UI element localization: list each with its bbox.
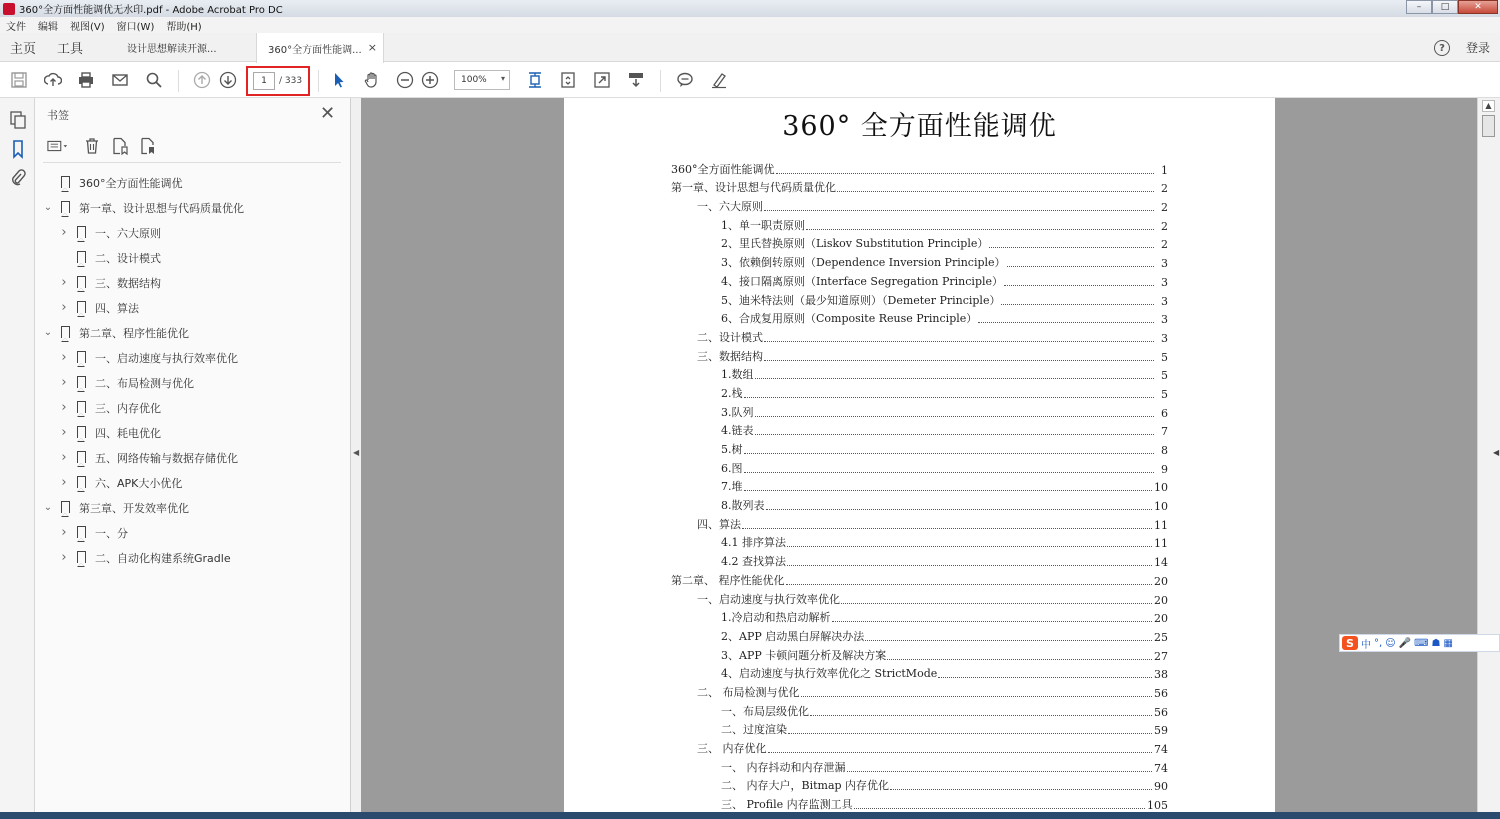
bookmark-icon <box>61 176 70 188</box>
bookmark-icon <box>77 376 86 388</box>
full-screen-icon[interactable] <box>593 71 611 89</box>
toc-entry[interactable] <box>671 681 1168 700</box>
toolbar-divider <box>660 70 661 92</box>
bookmark-label: 二、设计模式 <box>95 251 161 265</box>
bookmark-item[interactable] <box>35 445 351 470</box>
toc-entry-title: 4.2 查找算法 <box>721 555 786 569</box>
toc-leader-dots <box>832 621 1153 622</box>
bookmark-icon <box>77 451 86 463</box>
toc-entry[interactable] <box>671 756 1168 775</box>
toc-entry[interactable] <box>671 326 1168 345</box>
bookmark-label: 第二章、程序性能优化 <box>79 326 189 340</box>
toc-entry[interactable] <box>671 663 1168 682</box>
bookmark-item[interactable] <box>35 320 351 345</box>
toc-entry-title: 6、合成复用原则（Composite Reuse Principle） <box>721 312 978 326</box>
toc-leader-dots <box>742 528 1152 529</box>
bookmark-label: 一、六大原则 <box>95 226 161 240</box>
toc-entry-title: 一、 内存抖动和内存泄漏 <box>721 760 846 774</box>
collapse-panel-icon[interactable]: ◀ <box>353 448 360 457</box>
toc-entry-page: 105 <box>1147 799 1168 813</box>
toc-entry[interactable] <box>671 177 1168 196</box>
bookmark-item[interactable] <box>35 545 351 570</box>
toc-leader-dots <box>768 752 1153 753</box>
toc-entry-title: 第一章、设计思想与代码质量优化 <box>671 181 836 195</box>
toc-entry-page: 90 <box>1154 780 1168 794</box>
sogou-logo[interactable]: S <box>1342 636 1358 650</box>
toc-entry-title: 四、算法 <box>697 517 741 531</box>
toc-leader-dots <box>801 696 1153 697</box>
toc-entry-title: 1、单一职责原则 <box>721 218 805 232</box>
bookmark-icon <box>77 351 86 363</box>
toc-leader-dots <box>1004 285 1154 286</box>
toc-leader-dots <box>865 640 1152 641</box>
toc-leader-dots <box>744 453 1155 454</box>
toc-entry-title: 4、启动速度与执行效率优化之 StrictMode <box>721 667 938 681</box>
next-page-icon[interactable] <box>219 71 237 89</box>
bookmark-label: 四、耗电优化 <box>95 426 161 440</box>
toc-entry[interactable] <box>671 382 1168 401</box>
toolbar-divider <box>178 70 179 92</box>
toc-leader-dots <box>764 360 1154 361</box>
toc-entry-title: 2、里氏替换原则（Liskov Substitution Principle） <box>721 237 989 251</box>
bookmark-item[interactable] <box>35 295 351 320</box>
bookmark-item[interactable] <box>35 220 351 245</box>
close-panel-icon[interactable]: ✕ <box>320 103 336 124</box>
expand-right-panel-icon[interactable]: ◀ <box>1493 448 1500 457</box>
toc-entry-page: 3 <box>1161 331 1168 345</box>
toc-entry-title: 4、接口隔离原则（Interface Segregation Principle） <box>721 274 1004 288</box>
toc-entry-title: 三、 Profile 内存监测工具 <box>721 798 853 812</box>
toc-entry-title: 二、设计模式 <box>697 330 763 344</box>
bookmark-label: 三、内存优化 <box>95 401 161 415</box>
toc-entry-title: 2、APP 启动黑白屏解决办法 <box>721 629 865 643</box>
toc-leader-dots <box>890 789 1152 790</box>
bookmark-label: 四、算法 <box>95 301 139 315</box>
chevron-down-icon[interactable]: ⌄ <box>43 202 53 213</box>
rotate-view-icon[interactable] <box>559 71 577 89</box>
toc-leader-dots <box>787 546 1152 547</box>
toc-entry-title: 二、过度渲染 <box>721 723 787 737</box>
bookmark-icon <box>77 551 86 563</box>
toc-entry[interactable] <box>671 644 1168 663</box>
toc-entry[interactable] <box>671 195 1168 214</box>
bookmark-label: 三、数据结构 <box>95 276 161 290</box>
page-total: / 333 <box>279 76 303 86</box>
toc-leader-dots <box>810 715 1152 716</box>
bookmark-icon <box>77 476 86 488</box>
bookmark-icon <box>77 401 86 413</box>
bookmark-icon <box>77 251 86 263</box>
toc-entry[interactable] <box>671 251 1168 270</box>
highlight-pen-icon[interactable] <box>710 71 728 89</box>
toc-entry[interactable] <box>671 513 1168 532</box>
toc-leader-dots <box>989 247 1154 248</box>
bookmark-item[interactable] <box>35 420 351 445</box>
bookmark-item[interactable] <box>35 470 351 495</box>
tab-tools[interactable]: 工具 <box>57 42 84 57</box>
toc-entry-title: 4.1 排序算法 <box>721 536 786 550</box>
toc-entry[interactable] <box>671 438 1168 457</box>
toc-entry-page: 3 <box>1161 294 1168 308</box>
toc-entry-page: 2 <box>1161 238 1168 252</box>
toc-leader-dots <box>887 659 1152 660</box>
cloud-upload-icon[interactable] <box>44 71 62 89</box>
bookmark-icon <box>77 276 86 288</box>
delete-bookmark-icon[interactable] <box>81 136 103 156</box>
chevron-right-icon[interactable]: › <box>61 275 67 290</box>
toc-entry-page: 3 <box>1161 257 1168 271</box>
toc-entry[interactable] <box>671 476 1168 495</box>
toc-entry-title: 3、依赖倒转原则（Dependence Inversion Principle） <box>721 256 1006 270</box>
toc-entry[interactable] <box>671 270 1168 289</box>
toc-entry-page: 27 <box>1154 649 1168 663</box>
toc-leader-dots <box>806 229 1154 230</box>
new-bookmark-icon[interactable] <box>109 136 131 156</box>
toc-entry-title: 7.堆 <box>721 480 743 494</box>
toc-entry[interactable] <box>671 569 1168 588</box>
toc-entry-page: 5 <box>1161 350 1168 364</box>
toc-entry[interactable] <box>671 457 1168 476</box>
toc-entry-page: 20 <box>1154 574 1168 588</box>
toc-leader-dots <box>755 416 1155 417</box>
toc-entry-title: 8.散列表 <box>721 499 765 513</box>
toc-leader-dots <box>755 434 1155 435</box>
bookmark-item[interactable] <box>35 345 351 370</box>
toc-entry-page: 25 <box>1154 630 1168 644</box>
toc-entry-page: 6 <box>1161 406 1168 420</box>
bookmark-icon <box>61 201 70 213</box>
toc-leader-dots <box>766 509 1153 510</box>
chevron-down-icon[interactable]: ⌄ <box>43 327 53 338</box>
toc-entry-title: 360°全方面性能调优 <box>671 162 775 176</box>
toc-leader-dots <box>938 677 1152 678</box>
toc-entry[interactable] <box>671 737 1168 756</box>
toc-entry[interactable] <box>671 420 1168 439</box>
toc-entry-page: 10 <box>1154 500 1168 514</box>
toc-entry-page: 74 <box>1154 761 1168 775</box>
toc-leader-dots <box>1007 266 1154 267</box>
toc-entry-page: 8 <box>1161 444 1168 457</box>
bookmark-options-icon[interactable] <box>47 136 69 156</box>
toc-entry-page: 9 <box>1161 462 1168 476</box>
bookmark-item[interactable] <box>35 395 351 420</box>
toc-entry-page: 11 <box>1154 537 1168 551</box>
taskbar <box>0 812 1500 819</box>
toc-entry[interactable] <box>671 793 1168 812</box>
bookmark-icon <box>61 326 70 338</box>
zoom-out-icon[interactable] <box>396 71 414 89</box>
chevron-right-icon[interactable]: › <box>61 425 67 440</box>
maximize-button[interactable]: □ <box>1432 0 1458 14</box>
fit-page-icon[interactable] <box>526 71 544 89</box>
toc-leader-dots <box>847 771 1153 772</box>
bookmarks-tree <box>35 170 351 570</box>
bookmark-icon <box>77 226 86 238</box>
skin-icon[interactable]: ☗ <box>1431 637 1441 649</box>
chevron-right-icon[interactable]: › <box>61 550 67 565</box>
toc-entry[interactable] <box>671 308 1168 327</box>
toc-entry-title: 一、布局层级优化 <box>721 704 809 718</box>
toc-entry[interactable] <box>671 550 1168 569</box>
search-icon[interactable] <box>145 71 163 89</box>
zoom-value: 100% <box>461 75 487 85</box>
toc-leader-dots <box>755 378 1155 379</box>
help-icon[interactable]: ? <box>1434 40 1450 56</box>
tab-home[interactable]: 主页 <box>10 42 37 57</box>
menu-edit[interactable]: 编辑 <box>38 21 58 33</box>
page-navigator <box>246 66 310 96</box>
bookmark-item[interactable] <box>35 270 351 295</box>
bookmarks-toolbar <box>47 136 159 156</box>
toc-entry-page: 20 <box>1154 593 1168 607</box>
toc-entry[interactable] <box>671 607 1168 626</box>
chevron-right-icon[interactable]: › <box>61 300 67 315</box>
toc-entry-page: 5 <box>1161 387 1168 401</box>
bookmark-label: 二、布局检测与优化 <box>95 376 194 390</box>
main-toolbar <box>0 63 1500 98</box>
toc-entry-title: 三、 内存优化 <box>697 742 767 755</box>
bookmark-item[interactable] <box>35 245 351 270</box>
tab-document-2-label: 360°全方面性能调... <box>268 44 362 56</box>
document-title: 360° 全方面性能调优 <box>782 111 1057 142</box>
toc-entry-page: 56 <box>1154 686 1168 700</box>
email-icon[interactable] <box>111 71 129 89</box>
toc-leader-dots <box>978 322 1154 323</box>
bookmarks-panel <box>35 98 351 819</box>
page-thumbnails-icon[interactable] <box>9 110 27 130</box>
toc-entry[interactable] <box>671 494 1168 513</box>
document-viewer <box>361 98 1477 819</box>
page-number-input[interactable]: 1 <box>253 72 275 90</box>
toc-leader-dots <box>764 341 1154 342</box>
toc-entry-title: 第二章、 程序性能优化 <box>671 573 785 587</box>
bookmark-label: 360°全方面性能调优 <box>79 176 183 190</box>
bookmark-icon <box>61 501 70 513</box>
toc-entry-title: 二、 布局检测与优化 <box>697 685 800 699</box>
chevron-down-icon[interactable]: ⌄ <box>43 502 53 513</box>
toc-entry-page: 7 <box>1161 425 1168 439</box>
toc-entry[interactable] <box>671 700 1168 719</box>
toc-entry-title: 一、启动速度与执行效率优化 <box>697 592 840 606</box>
toc-entry-title: 3.队列 <box>721 405 754 419</box>
toc-entry[interactable] <box>671 401 1168 420</box>
toc-entry-title: 4.链表 <box>721 424 754 438</box>
toc-leader-dots <box>837 191 1154 192</box>
keyboard-icon[interactable]: ⌨ <box>1414 637 1429 649</box>
toc-entry[interactable] <box>671 588 1168 607</box>
toc-entry-title: 一、六大原则 <box>697 200 763 214</box>
chevron-right-icon[interactable]: › <box>61 525 67 540</box>
tab-close-icon[interactable]: × <box>367 41 377 54</box>
toc-entry-title: 二、 内存大户，Bitmap 内存优化 <box>721 779 890 793</box>
toc-entry-page: 20 <box>1154 612 1168 626</box>
chevron-right-icon[interactable]: › <box>61 225 67 240</box>
toc-leader-dots <box>786 584 1153 585</box>
toc-entry[interactable] <box>671 532 1168 551</box>
ime-language[interactable]: 中 <box>1361 639 1371 651</box>
toc-leader-dots <box>841 603 1152 604</box>
bookmark-label: 一、分 <box>95 526 128 540</box>
find-bookmark-icon[interactable] <box>137 136 159 156</box>
bookmark-item[interactable] <box>35 170 351 195</box>
toc-leader-dots <box>788 733 1152 734</box>
menu-window[interactable]: 窗口(W) <box>116 21 155 33</box>
microphone-icon[interactable]: 🎤 <box>1398 637 1412 649</box>
toolbox-icon[interactable]: ▦ <box>1443 637 1453 649</box>
toc-entry-title: 5.树 <box>721 443 743 456</box>
toc-leader-dots <box>787 565 1152 566</box>
tab-document-1[interactable]: 设计思想解读开源... <box>127 44 217 55</box>
toc-entry-page: 2 <box>1161 219 1168 233</box>
toc-entry-title: 1.数组 <box>721 368 754 382</box>
toc-entry-page: 74 <box>1154 743 1168 756</box>
bookmarks-panel-title: 书签 <box>47 109 69 122</box>
toc-entry-page: 10 <box>1154 481 1168 495</box>
bookmark-label: 六、APK大小优化 <box>95 476 183 490</box>
toc-entry[interactable] <box>671 289 1168 308</box>
toc-entry-title: 2.栈 <box>721 386 743 400</box>
toc-entry-page: 2 <box>1161 182 1168 196</box>
toc-leader-dots <box>744 397 1155 398</box>
toolbar-divider <box>318 70 319 92</box>
bookmark-item[interactable] <box>35 195 351 220</box>
zoom-select[interactable] <box>454 70 510 90</box>
window-controls <box>1406 0 1498 15</box>
toc-entry-title: 1.冷启动和热启动解析 <box>721 611 831 625</box>
panel-divider <box>43 162 341 163</box>
toc-entry[interactable] <box>671 625 1168 644</box>
bookmark-item[interactable] <box>35 520 351 545</box>
toc-entry-page: 11 <box>1154 518 1168 532</box>
pdf-page <box>564 98 1275 819</box>
toc-leader-dots <box>744 472 1155 473</box>
chevron-right-icon[interactable]: › <box>61 350 67 365</box>
login-button[interactable]: 登录 <box>1466 41 1491 55</box>
toc-entry-page: 5 <box>1161 369 1168 383</box>
toc-entry-title: 5、迪米特法则（最少知道原则）（Demeter Principle） <box>721 293 1001 307</box>
close-window-button[interactable]: ✕ <box>1458 0 1498 14</box>
bookmark-label: 二、自动化构建系统Gradle <box>95 551 231 565</box>
hand-tool-icon[interactable] <box>363 71 381 89</box>
scroll-thumb[interactable] <box>1482 115 1495 137</box>
panel-splitter[interactable] <box>351 98 361 819</box>
tab-document-2[interactable] <box>256 33 384 63</box>
toc-entry-page: 3 <box>1161 275 1168 289</box>
chevron-right-icon[interactable]: › <box>61 400 67 415</box>
previous-page-icon[interactable] <box>193 71 211 89</box>
toc-entry[interactable] <box>671 775 1168 794</box>
acrobat-icon <box>3 3 15 15</box>
minimize-button[interactable]: – <box>1406 0 1432 14</box>
toc-entry-page: 3 <box>1161 313 1168 327</box>
toc-leader-dots <box>1001 304 1154 305</box>
toc-entry-title: 3、APP 卡顿问题分析及解决方案 <box>721 648 887 662</box>
bookmark-item[interactable] <box>35 370 351 395</box>
read-mode-icon[interactable] <box>627 71 645 89</box>
emoji-icon[interactable]: ☺ <box>1385 637 1396 649</box>
window-title: 360°全方面性能调优无水印.pdf - Adobe Acrobat Pro DC <box>19 5 283 16</box>
vertical-scrollbar[interactable] <box>1477 98 1500 819</box>
toc-entry[interactable] <box>671 233 1168 252</box>
bookmark-label: 第一章、设计思想与代码质量优化 <box>79 201 244 215</box>
toc-entry[interactable] <box>671 158 1168 177</box>
scroll-up-icon[interactable]: ▲ <box>1482 100 1495 112</box>
toc-entry-title: 三、数据结构 <box>697 349 763 363</box>
punctuation-icon[interactable]: °, <box>1374 637 1383 649</box>
bookmark-label: 一、启动速度与执行效率优化 <box>95 351 238 365</box>
bookmark-icon <box>77 301 86 313</box>
toc-entry-page: 1 <box>1161 163 1168 177</box>
toc-entry-page: 38 <box>1154 668 1168 682</box>
bookmark-icon <box>77 526 86 538</box>
menu-view[interactable]: 视图(V) <box>70 21 105 33</box>
ime-toolbar <box>1339 634 1500 652</box>
bookmark-icon <box>77 426 86 438</box>
select-cursor-icon[interactable] <box>330 71 348 89</box>
menu-file[interactable]: 文件 <box>6 21 26 33</box>
print-icon[interactable] <box>77 71 95 89</box>
menu-bar <box>0 17 1500 33</box>
title-bar <box>0 0 1500 17</box>
chevron-right-icon[interactable]: › <box>61 475 67 490</box>
tab-bar <box>0 33 1500 62</box>
toc-entry[interactable] <box>671 345 1168 364</box>
toc-entry-page: 14 <box>1154 556 1168 570</box>
chevron-right-icon[interactable]: › <box>61 375 67 390</box>
toc-entry-page: 59 <box>1154 724 1168 738</box>
toc-entry[interactable] <box>671 214 1168 233</box>
attachments-icon[interactable] <box>9 167 27 187</box>
chevron-down-icon: ▾ <box>500 74 505 83</box>
toc-entry[interactable] <box>671 719 1168 738</box>
toc-leader-dots <box>744 490 1153 491</box>
bookmarks-panel-icon[interactable] <box>9 139 27 159</box>
toc-entry[interactable] <box>671 364 1168 383</box>
toc-entry-page: 2 <box>1161 201 1168 215</box>
toc-leader-dots <box>854 808 1145 809</box>
left-navigation-rail <box>0 98 35 819</box>
bookmark-item[interactable] <box>35 495 351 520</box>
table-of-contents <box>671 158 1168 812</box>
toc-leader-dots <box>764 210 1154 211</box>
bookmark-label: 五、网络传输与数据存储优化 <box>95 451 238 465</box>
toc-entry-page: 56 <box>1154 705 1168 719</box>
save-icon[interactable] <box>10 71 28 89</box>
zoom-in-icon[interactable] <box>421 71 439 89</box>
bookmark-label: 第三章、开发效率优化 <box>79 501 189 515</box>
toc-leader-dots <box>776 173 1155 174</box>
menu-help[interactable]: 帮助(H) <box>166 21 202 33</box>
toc-entry-title: 6.图 <box>721 461 743 475</box>
chevron-right-icon[interactable]: › <box>61 450 67 465</box>
comment-icon[interactable] <box>676 71 694 89</box>
